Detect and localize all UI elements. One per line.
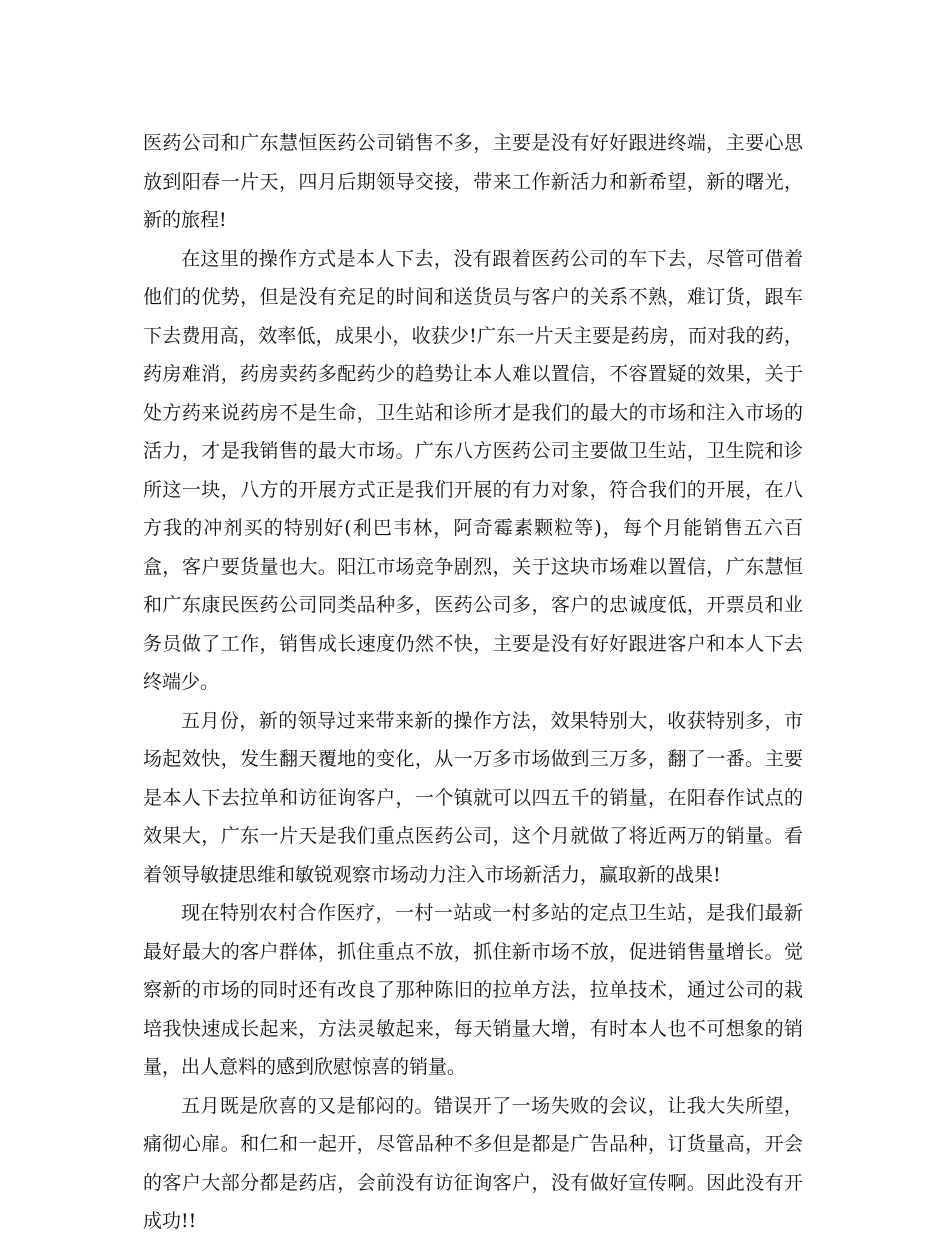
- paragraph-1: 医药公司和广东慧恒医药公司销售不多，主要是没有好好跟进终端，主要心思放到阳春一片天，四月后期领导交接，带来工作新活力和新希望，新的曙光，新的旅程!: [143, 132, 803, 231]
- document-body: [143, 124, 803, 1241]
- paragraph-2: 在这里的操作方式是本人下去，没有跟着医药公司的车下去，尽管可借着他们的优势，但是没有充足的时间和送货员与客户的关系不熟，难订货，跟车下去费用高，效率低，成果小，收获少!广东一片天主要是药房，而对我的药，药房难消，药房卖药多配药少的趋势让本人难以置信，不容置疑的效果，关于处方药来说药房不是生命，卫生站和诊所才是我们的最大的市场和注入市场的活力，才是我销售的最大市场。广东八方医药公司主要做卫生站，卫生院和诊所这一块，八方的开展方式正是我们开展的有力对象，符合我们的开展，在八方我的冲剂买的特别好(利巴韦林，阿奇霉素颗粒等)，每个月能销售五六百盒，客户要货量也大。阳江市场竞争剧烈，关于这块市场难以置信，广东慧恒和广东康民医药公司同类品种多，医药公司多，客户的忠诚度低，开票员和业务员做了工作，销售成长速度仍然不快，主要是没有好好跟进客户和本人下去终端少。: [143, 247, 803, 693]
- paragraph-5: 五月既是欣喜的又是郁闷的。错误开了一场失败的会议，让我大失所望，痛彻心扉。和仁和一起开，尽管品种不多但是都是广告品种，订货量高，开会的客户大部分都是药店，会前没有访征询客户，没有做好宣传啊。因此没有开成功!!: [143, 1094, 803, 1232]
- paragraph-4: 现在特别农村合作医疗，一村一站或一村多站的定点卫生站，是我们最新最好最大的客户群体，抓住重点不放，抓住新市场不放，促进销售量增长。觉察新的市场的同时还有改良了那种陈旧的拉单方法，拉单技术，通过公司的栽培我快速成长起来，方法灵敏起来，每天销量大增，有时本人也不可想象的销量，出人意料的感到欣慰惊喜的销量。: [143, 902, 803, 1078]
- paragraph-3: 五月份，新的领导过来带来新的操作方法，效果特别大，收获特别多，市场起效快，发生翻天覆地的变化，从一万多市场做到三万多，翻了一番。主要是本人下去拉单和访征询客户，一个镇就可以四五千的销量，在阳春作试点的效果大，广东一片天是我们重点医药公司，这个月就做了将近两万的销量。看着领导敏捷思维和敏锐观察市场动力注入市场新活力，赢取新的战果!: [143, 709, 803, 886]
